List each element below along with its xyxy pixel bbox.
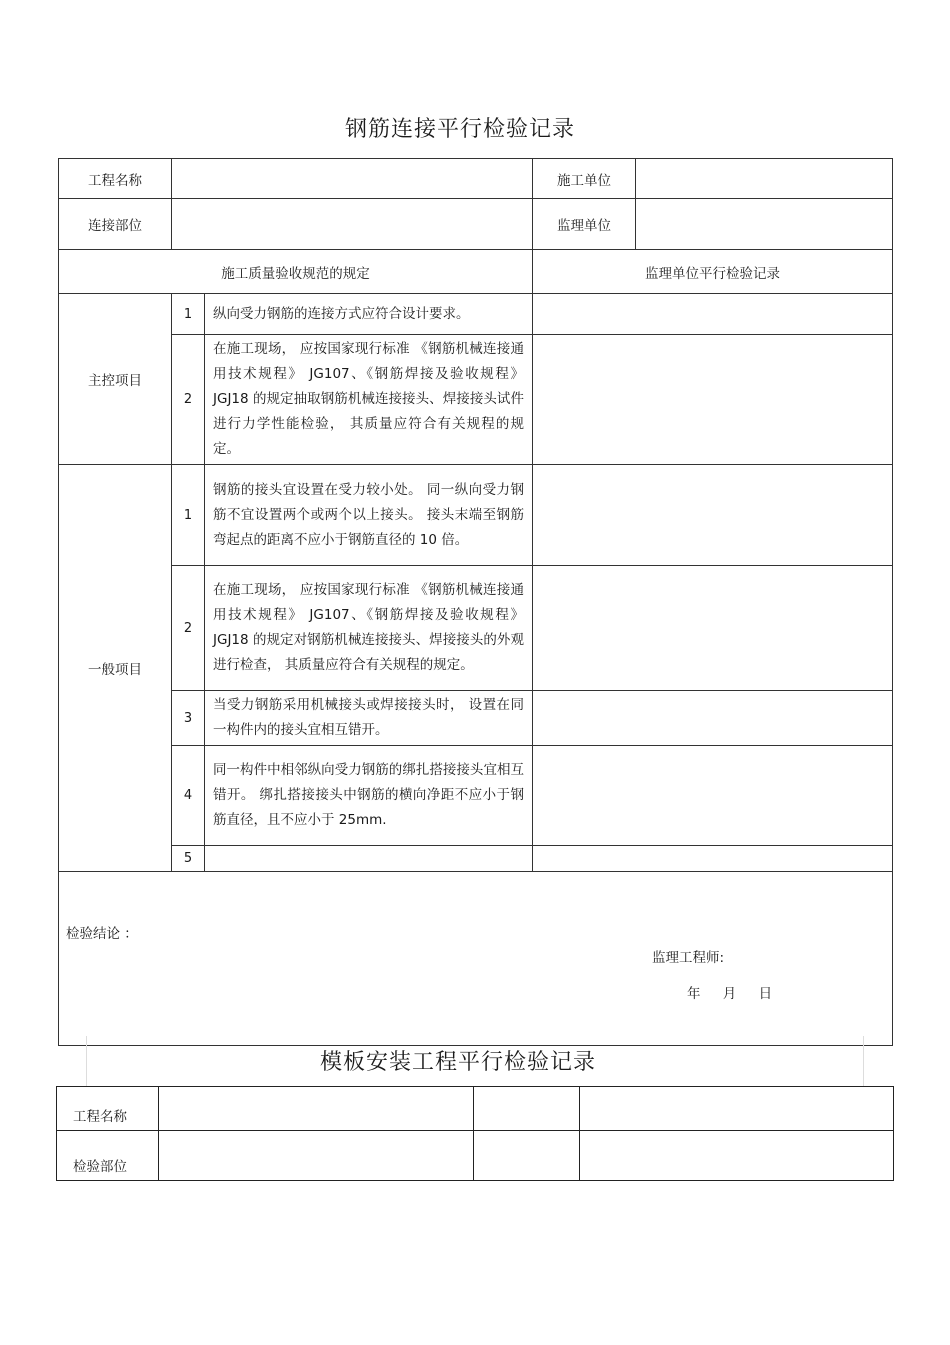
record-cell[interactable] [533,465,893,566]
general-item-row [59,691,893,746]
form2-cell[interactable] [580,1087,894,1131]
second-form-title: 模板安装工程平行检验记录 [319,1050,596,1075]
conclusion-cell[interactable] [59,872,893,1046]
general-item-row [59,746,893,846]
item-requirement: 同一构件中相邻纵向受力钢筋的绑扎搭接接头宜相互错开。 绑扎搭接接头中钢筋的横向净距不应小于钢筋直径，且不应小于 25mm. [205,746,533,846]
record-cell[interactable] [533,566,893,691]
general-items-label: 一般项目 [59,465,172,872]
item-requirement: 在施工现场， 应按国家现行标准 《钢筋机械连接通用技术规程》 JG107、《钢筋焊接及验收规程》 JGJ18 的规定抽取钢筋机械连接接头、焊接接头试件进行力学性能检验， 其质量应符合有关规程的规定。 [205,335,533,465]
spec-column-header: 施工质量验收规范的规定 [59,250,533,294]
connection-part-label: 连接部位 [59,199,172,250]
general-item-row [59,566,893,691]
date-label: 年 月 日 [687,986,773,1002]
item-requirement: 在施工现场， 应按国家现行标准 《钢筋机械连接通用技术规程》 JG107、《钢筋焊接及验收规程》 JGJ18 的规定对钢筋机械连接接头、焊接接头的外观进行检查， 其质量应符合有关规程的规定。 [205,566,533,691]
item-number: 3 [172,691,205,746]
form2-inspection-part-label: 检验部位 [57,1131,159,1181]
item-number: 4 [172,746,205,846]
record-column-header: 监理单位平行检验记录 [533,250,893,294]
form2-project-name-label: 工程名称 [57,1087,159,1131]
item-number: 2 [172,566,205,691]
main-item-row [59,294,893,335]
main-item-row [59,335,893,465]
supervising-engineer-label: 监理工程师: [652,950,725,966]
item-requirement: 钢筋的接头宜设置在受力较小处。 同一纵向受力钢筋不宜设置两个或两个以上接头。 接头末端至钢筋弯起点的距离不应小于钢筋直径的 10 倍。 [205,465,533,566]
main-items-label: 主控项目 [59,294,172,465]
supervision-unit-label: 监理单位 [533,199,636,250]
item-number: 1 [172,465,205,566]
header-row-2 [59,199,893,250]
item-number: 1 [172,294,205,335]
column-header-row [59,250,893,294]
form2-row-1 [57,1087,894,1131]
record-cell[interactable] [533,746,893,846]
supervision-unit-field[interactable] [636,199,893,250]
general-item-row [59,465,893,566]
formwork-inspection-table [56,1086,894,1181]
form2-project-name-field[interactable] [159,1087,474,1131]
item-requirement: 当受力钢筋采用机械接头或焊接接头时， 设置在同一构件内的接头宜相互错开。 [205,691,533,746]
form2-inspection-part-field[interactable] [159,1131,474,1181]
item-requirement[interactable] [205,846,533,872]
conclusion-row [59,872,893,1046]
item-number: 5 [172,846,205,872]
connection-part-field[interactable] [172,199,533,250]
project-name-field[interactable] [172,159,533,199]
item-requirement: 纵向受力钢筋的连接方式应符合设计要求。 [205,294,533,335]
record-cell[interactable] [533,691,893,746]
rebar-connection-inspection-table [58,158,893,1046]
project-name-label: 工程名称 [59,159,172,199]
construction-unit-field[interactable] [636,159,893,199]
construction-unit-label: 施工单位 [533,159,636,199]
form2-cell[interactable] [474,1131,580,1181]
record-cell[interactable] [533,294,893,335]
form2-cell[interactable] [474,1087,580,1131]
general-item-row [59,846,893,872]
form2-cell[interactable] [580,1131,894,1181]
item-number: 2 [172,335,205,465]
form2-row-2 [57,1131,894,1181]
conclusion-label: 检验结论 ： [66,926,138,942]
header-row-1 [59,159,893,199]
record-cell[interactable] [533,335,893,465]
record-cell[interactable] [533,846,893,872]
page-title: 钢筋连接平行检验记录 [344,117,575,142]
